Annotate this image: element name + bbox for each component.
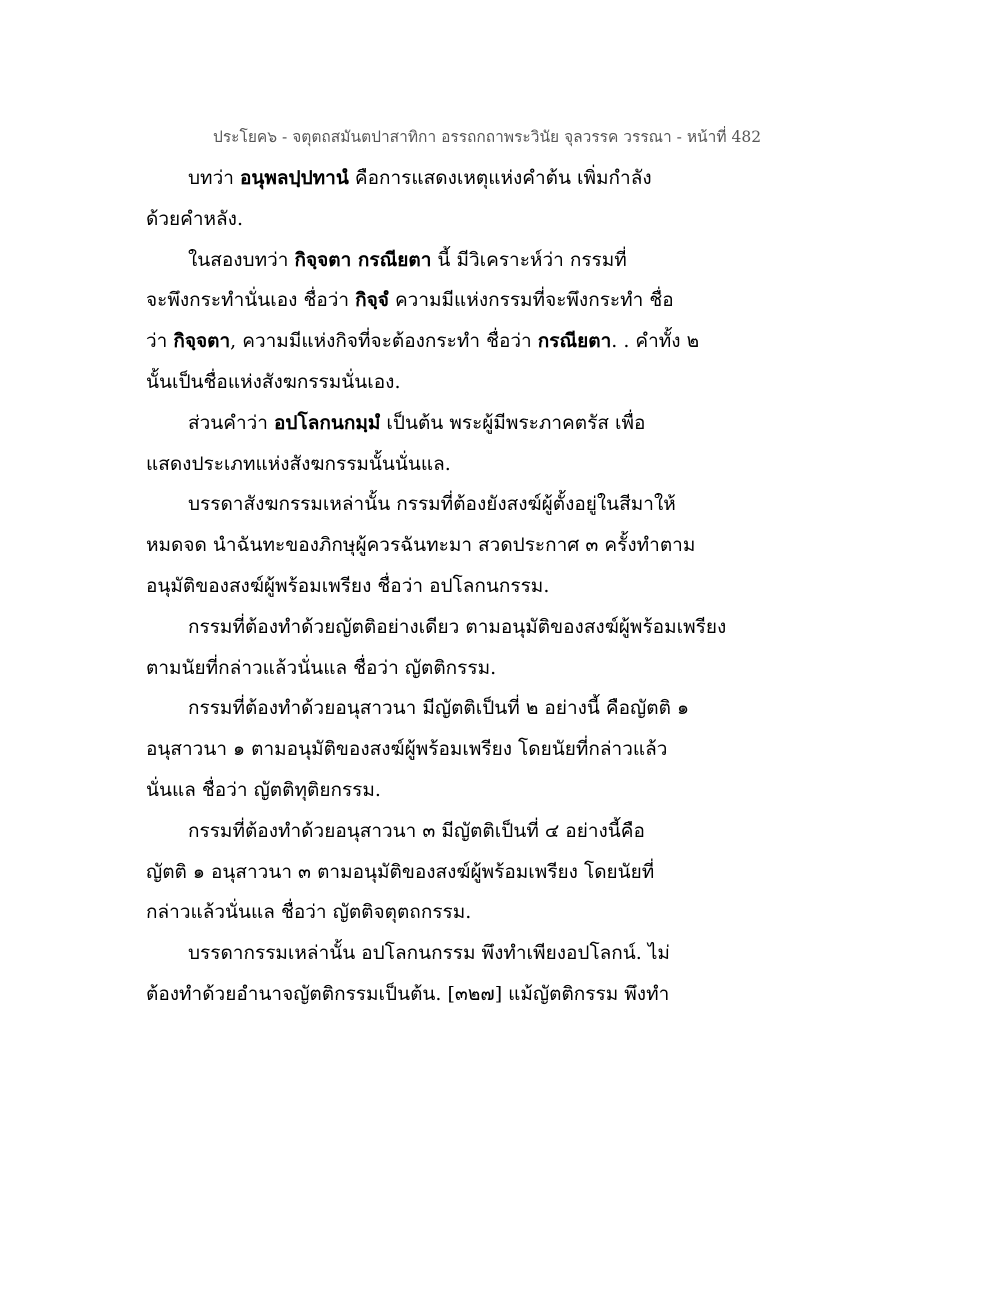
text-segment: เป็นต้น พระผู้มีพระภาคตรัส เพื่อ [380, 411, 646, 434]
text-segment: ว่า [146, 330, 174, 353]
text-segment: ความมีแห่งกรรมที่จะพึงกระทำ ชื่อ [388, 289, 674, 312]
bold-term: กรณียตา [537, 330, 612, 353]
text-segment: . . คำทั้ง ๒ [611, 330, 700, 353]
text-line [146, 403, 726, 444]
bold-term: กิจฺจตา [173, 330, 231, 353]
text-line [146, 688, 726, 729]
text-segment: แสดงประเภทแห่งสังฆกรรมนั้นนั่นแล. [146, 452, 451, 475]
text-segment: กรรมที่ต้องทำด้วยอนุสาวนา ๓ มีญัตติเป็นที่ ๔ อย่างนี้คือ [188, 819, 645, 842]
text-line [146, 199, 726, 240]
text-segment: กล่าวแล้วนั่นแล ชื่อว่า ญัตติจตุตถกรรม. [146, 901, 472, 924]
text-segment: ด้วยคำหลัง. [146, 207, 244, 230]
body-text [146, 158, 726, 1015]
text-line [146, 852, 726, 893]
text-line [146, 607, 726, 648]
text-line [146, 933, 726, 974]
text-line [146, 648, 726, 689]
text-line [146, 770, 726, 811]
text-segment: อนุสาวนา ๑ ตามอนุมัติของสงฆ์ผู้พร้อมเพรียง โดยนัยที่กล่าวแล้ว [146, 738, 668, 761]
text-line [146, 974, 726, 1015]
text-segment: ในสองบทว่า [188, 248, 295, 271]
text-segment: คือการแสดงเหตุแห่งคำต้น เพิ่มกำลัง [348, 167, 652, 189]
text-segment: บรรดากรรมเหล่านั้น อปโลกนกรรม พึงทำเพียงอปโลกน์. ไม่ [188, 942, 670, 965]
text-line [146, 362, 726, 403]
text-segment: บรรดาสังฆกรรมเหล่านั้น กรรมที่ต้องยังสงฆ์ผู้ตั้งอยู่ในสีมาให้ [188, 493, 676, 516]
text-segment: กรรมที่ต้องทำด้วยญัตติอย่างเดียว ตามอนุมัติของสงฆ์ผู้พร้อมเพรียง [188, 615, 727, 638]
text-segment: ตามนัยที่กล่าวแล้วนั่นแล ชื่อว่า ญัตติกรรม. [146, 656, 497, 679]
text-segment: นี้ มีวิเคราะห์ว่า กรรมที่ [431, 248, 627, 271]
text-segment: ญัตติ ๑ อนุสาวนา ๓ ตามอนุมัติของสงฆ์ผู้พร้อมเพรียง โดยนัยที่ [146, 860, 655, 883]
text-line [146, 729, 726, 770]
text-segment: บทว่า [188, 167, 240, 189]
text-segment: หมดจด นำฉันทะของภิกษุผู้ควรฉันทะมา สวดประกาศ ๓ ครั้งทำตาม [146, 534, 696, 557]
text-segment: , ความมีแห่งกิจที่จะต้องกระทำ ชื่อว่า [230, 330, 538, 353]
text-line [146, 525, 726, 566]
bold-term: อปโลกนกมฺมํ [274, 411, 381, 434]
text-segment: จะพึงกระทำนั่นเอง ชื่อว่า [146, 289, 356, 312]
text-segment: นั้นเป็นชื่อแห่งสังฆกรรมนั่นเอง. [146, 370, 401, 393]
text-segment: อนุมัติของสงฆ์ผู้พร้อมเพรียง ชื่อว่า อปโลกนกรรม. [146, 574, 550, 597]
text-segment: กรรมที่ต้องทำด้วยอนุสาวนา มีญัตติเป็นที่ ๒ อย่างนี้ คือญัตติ ๑ [188, 697, 690, 720]
text-line [146, 811, 726, 852]
text-line [146, 280, 726, 321]
text-segment: ส่วนคำว่า [188, 411, 275, 434]
bold-term: กิจฺจํ [355, 289, 389, 312]
text-line [146, 444, 726, 485]
running-header: ประโยค๖ - จตุตถสมันตปาสาทิกา อรรถกถาพระวินัย จุลวรรค วรรณา - หน้าที่ 482 [213, 128, 762, 146]
text-line [146, 892, 726, 933]
bold-term: กิจฺจตา กรณียตา [294, 248, 432, 271]
text-line [146, 484, 726, 525]
text-line [146, 321, 726, 362]
text-line [146, 240, 726, 281]
text-segment: นั่นแล ชื่อว่า ญัตติทุติยกรรม. [146, 778, 381, 801]
bold-term: อนุพลปฺปทานํ [239, 167, 349, 189]
text-line [146, 566, 726, 607]
text-segment: ต้องทำด้วยอำนาจญัตติกรรมเป็นต้น. [๓๒๗] แม้ญัตติกรรม พึงทำ [146, 982, 670, 1005]
text-line [146, 158, 726, 199]
